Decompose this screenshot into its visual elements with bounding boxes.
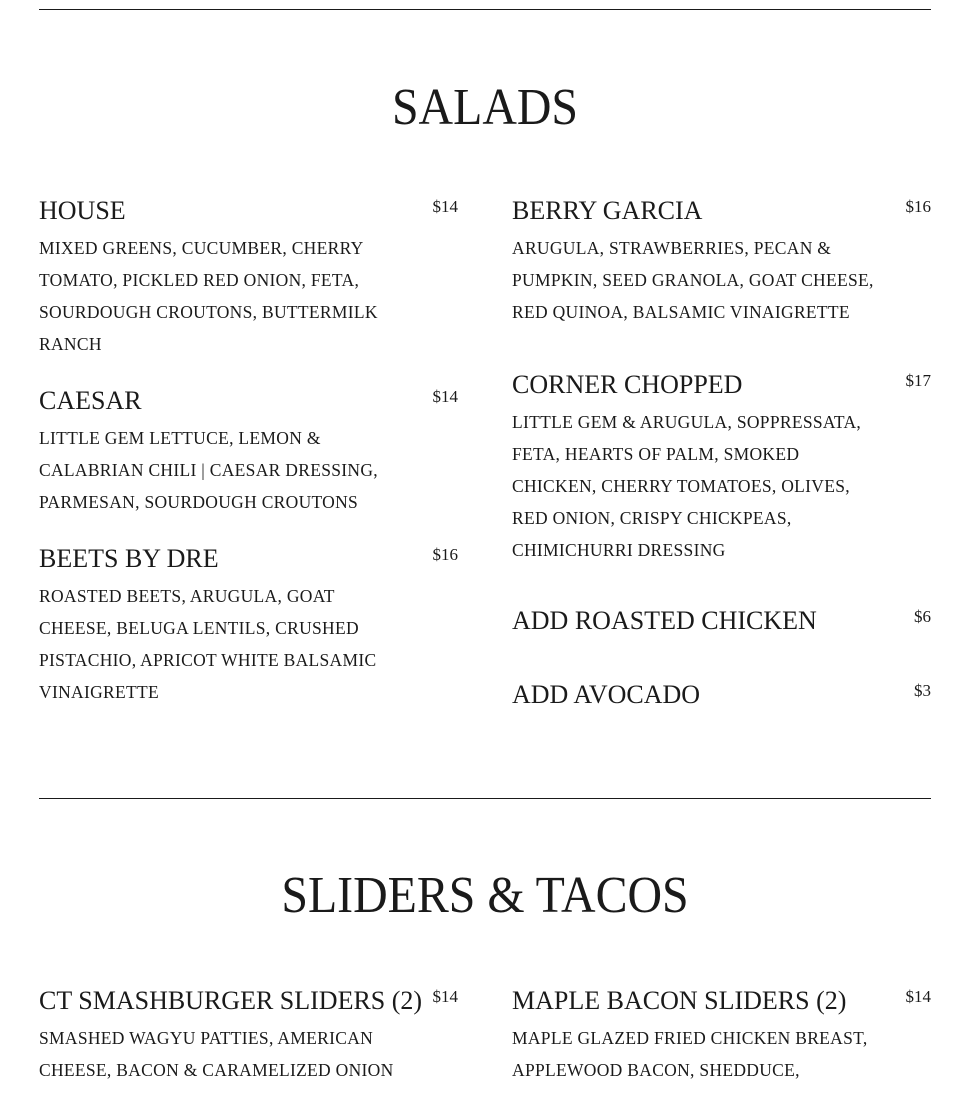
item-name: HOUSE xyxy=(39,196,126,225)
item-name: CORNER CHOPPED xyxy=(512,370,743,399)
item-price: $14 xyxy=(432,987,458,1006)
sliders-right-column xyxy=(512,986,931,1086)
item-name: CAESAR xyxy=(39,386,142,415)
menu-item-caesar xyxy=(39,386,458,518)
menu-item-add-roasted-chicken xyxy=(512,606,931,636)
item-description: ARUGULA, STRAWBERRIES, PECAN & PUMPKIN, SEED GRANOLA, GOAT CHEESE, RED QUINOA, BALSAMIC VINAIGRETTE xyxy=(512,238,874,322)
item-name: BEETS BY DRE xyxy=(39,544,219,573)
item-name: BERRY GARCIA xyxy=(512,196,703,225)
item-name: ADD AVOCADO xyxy=(512,680,701,709)
section-title-sliders-tacos: SLIDERS & TACOS xyxy=(281,867,689,924)
item-name: MAPLE BACON SLIDERS (2) xyxy=(512,986,847,1015)
item-price: $16 xyxy=(432,545,458,564)
item-description: MIXED GREENS, CUCUMBER, CHERRY TOMATO, PICKLED RED ONION, FETA, SOURDOUGH CROUTONS, BUTTERMILK RANCH xyxy=(39,238,378,354)
item-price: $14 xyxy=(905,987,931,1006)
item-price: $14 xyxy=(432,387,458,406)
menu-item-maple-bacon-sliders xyxy=(512,986,931,1086)
section-divider xyxy=(39,9,931,10)
menu-item-corner-chopped xyxy=(512,370,931,566)
item-price: $16 xyxy=(905,197,931,216)
salads-left-column xyxy=(39,196,458,708)
item-price: $6 xyxy=(914,607,931,626)
menu-item-house xyxy=(39,196,458,360)
item-description: MAPLE GLAZED FRIED CHICKEN BREAST, APPLEWOOD BACON, SHEDDUCE, xyxy=(512,1028,868,1080)
section-title-salads: SALADS xyxy=(391,79,579,136)
item-price: $14 xyxy=(432,197,458,216)
item-description: LITTLE GEM LETTUCE, LEMON & CALABRIAN CHILI | CAESAR DRESSING, PARMESAN, SOURDOUGH CROUTONS xyxy=(39,428,378,512)
menu-item-ct-smashburger-sliders xyxy=(39,986,458,1086)
item-name: CT SMASHBURGER SLIDERS (2) xyxy=(39,986,423,1015)
menu-item-berry-garcia xyxy=(512,196,931,328)
section-divider xyxy=(39,798,931,799)
item-price: $3 xyxy=(914,681,931,700)
salads-right-column xyxy=(512,196,931,710)
menu-item-beets-by-dre xyxy=(39,544,458,708)
sliders-left-column xyxy=(39,986,458,1086)
item-price: $17 xyxy=(905,371,931,390)
menu-item-add-avocado xyxy=(512,680,931,710)
item-name: ADD ROASTED CHICKEN xyxy=(512,606,817,635)
item-description: ROASTED BEETS, ARUGULA, GOAT CHEESE, BELUGA LENTILS, CRUSHED PISTACHIO, APRICOT WHITE BALSAMIC VINAIGRETTE xyxy=(39,586,377,702)
item-description: SMASHED WAGYU PATTIES, AMERICAN CHEESE, BACON & CARAMELIZED ONION xyxy=(39,1028,394,1080)
item-description: LITTLE GEM & ARUGULA, SOPPRESSATA, FETA, HEARTS OF PALM, SMOKED CHICKEN, CHERRY TOMATOES, OLIVES, RED ONION, CRISPY CHICKPEAS, CHIMICHURRI DRESSING xyxy=(512,412,862,560)
